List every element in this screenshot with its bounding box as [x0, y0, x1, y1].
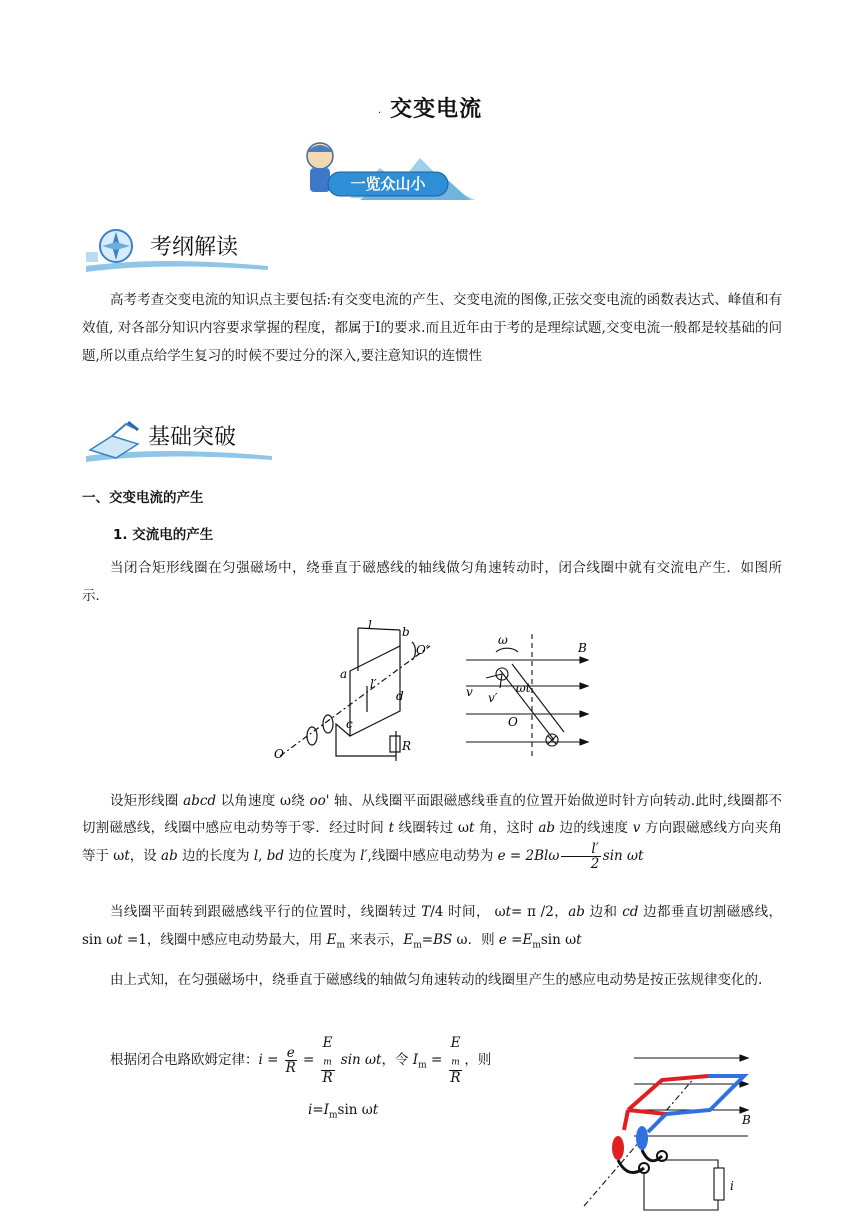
- figure-rotating-coil: [270, 616, 460, 766]
- paragraph-maximum-emf: 当线圈平面转到跟磁感线平行的位置时，线圈转过 T/4 时间， ωt= π /2，ab 边和 cd 边都垂直切割磁感线，sin ωt =1，线圈中感应电动势最大，用 $E_m$ 来表示，$E_m=BS$ ω．则 $e =E_m\sin$ ωt: [82, 904, 783, 951]
- fig1-label-a: a: [340, 667, 348, 681]
- heading-ac-generation: 一、交变电流的产生: [82, 490, 204, 506]
- fig3-label-i: i: [730, 1179, 734, 1193]
- fig2-label-o: O: [508, 715, 518, 729]
- fig1-label-l: l: [368, 618, 372, 632]
- intro-paragraph: 高考考查交变电流的知识点主要包括:有交变电流的产生、交变电流的图像,正弦交变电流的函数表达式、峰值和有效值, 对各部分知识内容要求掌握的程度，都属于Ⅰ的要求.而且近年由于考的是理综试题,交变电流一般都是较基础的问题,所以重点给学生复习的时候不要过分的深入,要注意知识的连惯性: [82, 292, 782, 364]
- fig1-label-r: R: [402, 739, 412, 753]
- emf-formula: e = 2Blω $\frac{l'}{2}$ sin ωt: [497, 841, 644, 872]
- subheading-ac-generation: 1. 交流电的产生: [113, 527, 214, 543]
- banner-illustration: [290, 138, 480, 206]
- paragraph-derivation: 设矩形线圈 abcd 以角速度 ω绕 oo' 轴、从线圈平面跟磁感线垂直的位置开始做逆时针方向转动.此时,线圈都不切割磁感线，线圈中感应电动势等于零．经过时间 t 线圈转过 ωt 角，这时 ab 边的线速度 v 方向跟磁感线方向夹角等于 ωt，设 ab 边的长度为 l, bd 边的长度为 l′,线圈中感应电动势为 e = 2Blω $\frac{l'}{2}$ sin ωt: [82, 793, 783, 872]
- figure-generator-coil: [578, 1050, 758, 1214]
- fig2-label-b: B: [578, 641, 587, 655]
- fig2-label-omega-t: ωt: [516, 681, 531, 695]
- fig3-label-b: B: [742, 1113, 751, 1127]
- fig1-label-o: O: [274, 747, 284, 761]
- paragraph-ohms-law: 根据闭合电路欧姆定律：i = $\frac{e}{R}$ = E $_m$ R sin ωt，令 $I_m$ = E $_m$ R ，则: [110, 1035, 492, 1086]
- current-formula: $i=I_m\sin$ ωt: [308, 1102, 379, 1121]
- section-heading-basics: 基础突破: [148, 425, 237, 450]
- figure-cross-section: [460, 630, 610, 760]
- fig1-label-b: b: [402, 625, 410, 639]
- fig1-label-d: d: [396, 689, 404, 703]
- paragraph-generation: 当闭合矩形线圈在匀强磁场中，绕垂直于磁感线的轴线做匀角速转动时，闭合线圈中就有交流电产生．如图所示．: [82, 560, 782, 604]
- banner-text: 一览众山小: [350, 175, 426, 193]
- section-heading-syllabus: 考纲解读: [150, 235, 239, 260]
- fig2-label-v-prime: v′: [488, 691, 498, 705]
- fig1-label-l-prime: l′: [370, 677, 377, 691]
- fig2-label-v: v: [466, 685, 473, 699]
- fig1-label-c: c: [346, 717, 353, 731]
- page-title: . 交变电流: [377, 97, 483, 122]
- fig2-label-omega: ω: [498, 633, 508, 647]
- fig1-label-o-prime: O′: [416, 643, 429, 657]
- paragraph-sine-law: 由上式知，在匀强磁场中，绕垂直于磁感线的轴做匀角速转动的线圈里产生的感应电动势是按正弦规律变化的.: [110, 972, 763, 988]
